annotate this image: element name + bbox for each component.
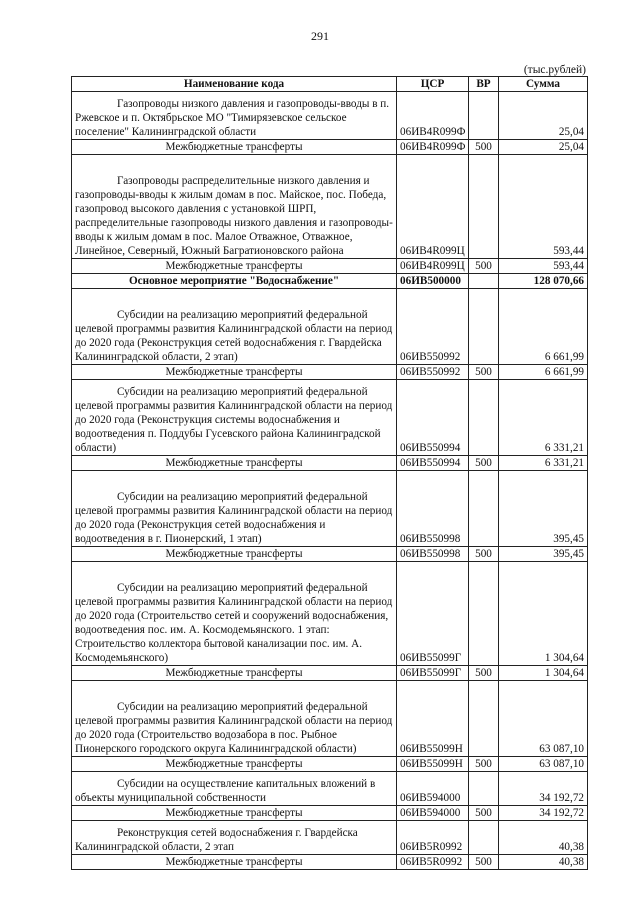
row-vr-cell: 500 (469, 806, 499, 821)
table-row (72, 855, 588, 870)
row-name-cell (72, 456, 397, 471)
row-name-cell (72, 855, 397, 870)
header-vr: ВР (469, 77, 499, 92)
row-sum-cell: 6 661,99 (499, 289, 588, 365)
row-sum-cell: 34 192,72 (499, 806, 588, 821)
row-sum-cell: 40,38 (499, 821, 588, 855)
row-name-cell (72, 259, 397, 274)
row-vr-cell (469, 471, 499, 547)
row-name-text: Межбюджетные трансферты (165, 457, 303, 469)
table-row (72, 547, 588, 562)
row-csr-cell: 06ИВ550992 (397, 289, 469, 365)
header-name: Наименование кода (72, 77, 397, 92)
row-name-text: Межбюджетные трансферты (165, 807, 303, 819)
row-vr-cell (469, 92, 499, 140)
table-row (72, 757, 588, 772)
row-name-text: Субсидии на реализацию мероприятий федеральной целевой программы развития Калининградской области на период до 2020 года (Строительство сетей и сооружений водоснабжения, водоотведения пос. им. А. Космодемьянского. 1 этап: Строительство коллектора бытовой канализации пос. им. А. Космодемьянского) (75, 582, 393, 664)
row-sum-cell: 6 661,99 (499, 365, 588, 380)
row-sum-cell: 63 087,10 (499, 757, 588, 772)
row-csr-cell: 06ИВ550998 (397, 471, 469, 547)
row-vr-cell: 500 (469, 547, 499, 562)
row-name-cell (72, 562, 397, 666)
row-vr-cell (469, 772, 499, 806)
row-name-cell (72, 380, 397, 456)
row-name-cell (72, 821, 397, 855)
header-sum: Сумма (499, 77, 588, 92)
row-csr-cell: 06ИВ550998 (397, 547, 469, 562)
row-name-cell (72, 681, 397, 757)
row-name-cell (72, 140, 397, 155)
row-vr-cell (469, 380, 499, 456)
row-name-text: Субсидии на реализацию мероприятий федеральной целевой программы развития Калининградской области на период до 2020 года (Реконструкция сетей водоснабжения и водоотведения в г. Пионерский, 1 этап) (75, 491, 393, 545)
row-csr-cell: 06ИВ550994 (397, 456, 469, 471)
row-name-text: Газопроводы низкого давления и газопроводы-вводы в п. Ржевское и п. Октябрьское МО "Тимирязевское сельское поселение" Калининградской области (75, 98, 390, 138)
row-sum-cell: 6 331,21 (499, 380, 588, 456)
row-name-cell (72, 806, 397, 821)
row-vr-cell: 500 (469, 666, 499, 681)
row-vr-cell (469, 681, 499, 757)
table-header-row (72, 77, 588, 92)
row-name-text: Субсидии на реализацию мероприятий федеральной целевой программы развития Калининградской области на период до 2020 года (Реконструкция сетей водоснабжения г. Гвардейска Калининградской области, 2 этап) (75, 309, 393, 363)
row-name-text: Реконструкция сетей водоснабжения г. Гвардейска Калининградской области, 2 этап (75, 827, 358, 853)
row-name-cell (72, 471, 397, 547)
row-vr-cell: 500 (469, 757, 499, 772)
table-row (72, 289, 588, 365)
table-row (72, 821, 588, 855)
row-sum-cell: 25,04 (499, 140, 588, 155)
row-name-cell (72, 289, 397, 365)
row-name-text: Субсидии на реализацию мероприятий федеральной целевой программы развития Калининградской области на период до 2020 года (Реконструкция системы водоснабжения и водоотведения п. Поддубы Гусевского района Калининградской области) (75, 386, 393, 454)
row-csr-cell: 06ИВ4R099Ц (397, 259, 469, 274)
row-name-cell (72, 365, 397, 380)
table-row (72, 562, 588, 666)
row-sum-cell: 395,45 (499, 471, 588, 547)
row-sum-cell: 40,38 (499, 855, 588, 870)
row-sum-cell: 63 087,10 (499, 681, 588, 757)
row-sum-cell: 34 192,72 (499, 772, 588, 806)
table-row (72, 155, 588, 259)
row-csr-cell: 06ИВ594000 (397, 772, 469, 806)
row-vr-cell: 500 (469, 365, 499, 380)
row-sum-cell: 1 304,64 (499, 562, 588, 666)
row-name-text: Межбюджетные трансферты (165, 667, 303, 679)
row-sum-cell: 593,44 (499, 259, 588, 274)
row-csr-cell: 06ИВ55099Н (397, 681, 469, 757)
row-vr-cell: 500 (469, 456, 499, 471)
row-vr-cell (469, 562, 499, 666)
row-vr-cell (469, 274, 499, 289)
budget-table (71, 76, 588, 870)
row-name-cell (72, 666, 397, 681)
table-row (72, 471, 588, 547)
row-name-text: Межбюджетные трансферты (165, 141, 303, 153)
table-row (72, 92, 588, 140)
row-vr-cell (469, 155, 499, 259)
row-name-cell (72, 92, 397, 140)
row-vr-cell (469, 821, 499, 855)
row-sum-cell: 395,45 (499, 547, 588, 562)
row-vr-cell: 500 (469, 140, 499, 155)
row-sum-cell: 128 070,66 (499, 274, 588, 289)
row-csr-cell: 06ИВ55099Г (397, 562, 469, 666)
table-row (72, 772, 588, 806)
table-row (72, 365, 588, 380)
row-vr-cell: 500 (469, 855, 499, 870)
row-csr-cell: 06ИВ4R099Ц (397, 155, 469, 259)
row-name-text: Основное мероприятие "Водоснабжение" (128, 275, 340, 287)
row-name-text: Межбюджетные трансферты (165, 260, 303, 272)
row-name-cell (72, 547, 397, 562)
row-sum-cell: 593,44 (499, 155, 588, 259)
row-name-text: Межбюджетные трансферты (165, 548, 303, 560)
row-csr-cell: 06ИВ550994 (397, 380, 469, 456)
row-csr-cell: 06ИВ55099Г (397, 666, 469, 681)
row-vr-cell: 500 (469, 259, 499, 274)
row-csr-cell: 06ИВ594000 (397, 806, 469, 821)
row-name-text: Межбюджетные трансферты (165, 856, 303, 868)
table-row (72, 259, 588, 274)
row-csr-cell: 06ИВ5R0992 (397, 855, 469, 870)
row-vr-cell (469, 289, 499, 365)
row-sum-cell: 1 304,64 (499, 666, 588, 681)
row-name-text: Межбюджетные трансферты (165, 758, 303, 770)
row-sum-cell: 6 331,21 (499, 456, 588, 471)
row-name-cell (72, 757, 397, 772)
row-name-text: Газопроводы распределительные низкого давления и газопроводы-вводы к жилым домам в пос. Майское, пос. Победа, газопровод высокого давления с установкой ШРП, распределительные газопроводы низкого давления и газопроводы-вводы к жилым домам в пос. Малое Отважное, Отважное, Линейное, Северный, Южный Багратионовского района (75, 175, 393, 257)
header-csr: ЦСР (397, 77, 469, 92)
table-row (72, 666, 588, 681)
row-csr-cell: 06ИВ4R099Ф (397, 92, 469, 140)
row-name-text: Субсидии на реализацию мероприятий федеральной целевой программы развития Калининградской области на период до 2020 года (Строительство водозабора в пос. Рыбное Пионерского городского округа Калининградской области) (75, 701, 393, 755)
row-name-text: Субсидии на осуществление капитальных вложений в объекты муниципальной собственности (75, 778, 376, 804)
row-name-cell (72, 274, 397, 289)
row-csr-cell: 06ИВ550992 (397, 365, 469, 380)
row-sum-cell: 25,04 (499, 92, 588, 140)
table-row (72, 140, 588, 155)
row-csr-cell: 06ИВ500000 (397, 274, 469, 289)
units-label: (тыс.рублей) (523, 64, 586, 76)
table-row (72, 380, 588, 456)
row-csr-cell: 06ИВ4R099Ф (397, 140, 469, 155)
row-name-cell (72, 155, 397, 259)
page-number: 291 (311, 29, 329, 43)
table-row (72, 681, 588, 757)
row-name-cell (72, 772, 397, 806)
table-row (72, 806, 588, 821)
row-name-text: Межбюджетные трансферты (165, 366, 303, 378)
row-csr-cell: 06ИВ55099Н (397, 757, 469, 772)
table-row (72, 274, 588, 289)
row-csr-cell: 06ИВ5R0992 (397, 821, 469, 855)
table-row (72, 456, 588, 471)
